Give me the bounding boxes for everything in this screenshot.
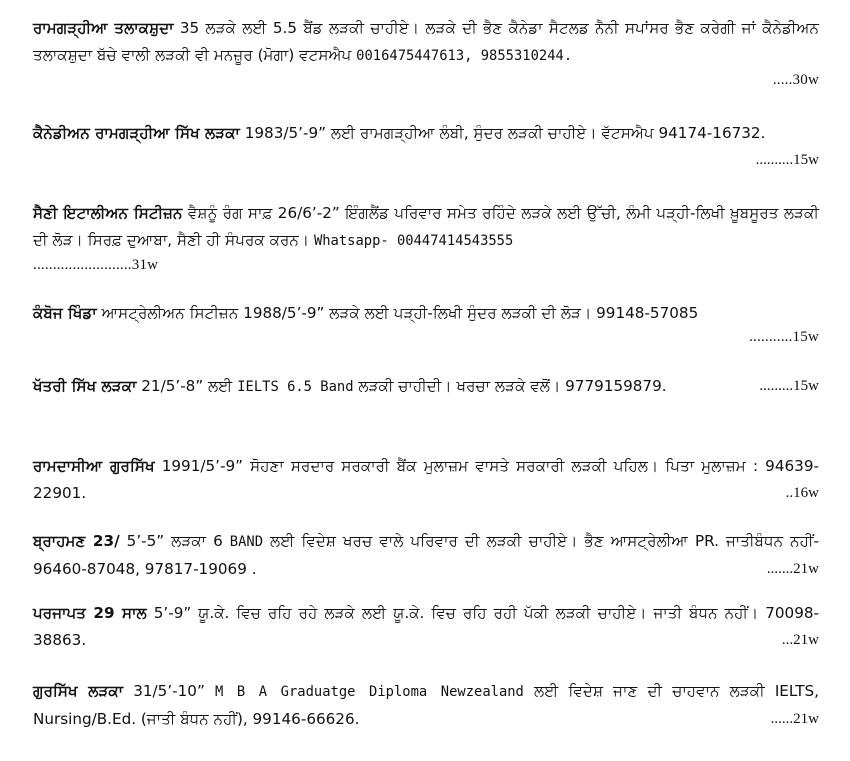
ad-body: ਆਸਟ੍ਰੇਲੀਅਨ ਸਿਟੀਜ਼ਨ 1988/5’-9” ਲੜਕੇ ਲਈ ਪੜ੍ਹੀ-ਲਿਖੀ ਸੁੰਦਰ ਲੜਕੀ ਦੀ ਲੋੜ। [96, 304, 597, 322]
word-count: .....30w [772, 72, 819, 88]
ad-body-continued: ਲੜਕੀ ਚਾਹੀਦੀ। ਖਰਚਾ ਲੜਕੇ ਵਲੋਂ। 9779159879. [353, 377, 667, 395]
word-count: ...........15w [749, 329, 819, 345]
word-count: ......21w [770, 711, 819, 727]
ad-body: 1983/5’-9” ਲਈ ਰਾਮਗੜ੍ਹੀਆ ਲੰਬੀ, ਸੁੰਦਰ ਲੜਕੀ ਚਾਹੀਏ। ਵੱਟਸਐਪ [239, 124, 659, 142]
ad-heading: ਪਰਜਾਪਤ 29 ਸਾਲ [33, 604, 147, 622]
ad-contact: : 94639-22901. [33, 457, 819, 502]
ad-contact: M B A Graduatge Diploma Newzealand [214, 684, 524, 700]
ad-body: ਵੈਸ਼ਨੂੰ ਰੰਗ ਸਾਫ਼ 26/6’-2” ਇੰਗਲੈਂਡ ਪਰਿਵਾਰ ਸਮੇਤ ਰਹਿੰਦੇ ਲੜਕੇ ਲਈ ਉੱਚੀ, ਲੰਮੀ ਪੜ੍ਹੀ-ਲਿਖੀ ਖ਼ੂਬਸੂਰਤ ਲੜਕੀ ਦੀ ਲੋੜ। ਸਿਰਫ਼ ਦੁਆਬਾ, ਸੈਣੀ ਹੀ ਸੰਪਰਕ ਕਰਨ। [33, 204, 819, 249]
ad-heading: ਗੁਰਸਿੱਖ ਲੜਕਾ [33, 682, 124, 700]
ad-heading: ਸੈਣੀ ਇਟਾਲੀਅਨ ਸਿਟੀਜ਼ਨ [33, 204, 183, 222]
ad-canadian-ramgarhia-sikh [33, 120, 819, 174]
ad-text [33, 300, 819, 327]
word-count: ..........15w [755, 152, 819, 168]
ad-text [33, 600, 819, 654]
ad-text [33, 373, 819, 401]
ad-heading: ਕੈਨੇਡੀਅਨ ਰਾਮਗੜ੍ਹੀਆ ਸਿੱਖ ਲੜਕਾ [33, 124, 240, 142]
ad-kamboj-khinda [33, 300, 819, 347]
word-count: .......21w [766, 561, 819, 577]
ad-heading: ਬ੍ਰਾਹਮਣ 23/ [33, 532, 120, 550]
ad-body: 35 ਲੜਕੇ ਲਈ 5.5 ਬੈਂਡ ਲੜਕੀ ਚਾਹੀਏ। ਲੜਕੇ ਦੀ ਭੈਣ ਕੈਨੇਡਾ ਸੈਟਲਡ ਨੈਨੀ ਸਪਾਂਸਰ ਭੈਣ ਕਰੇਗੀ ਜਾਂ ਕੈਨੇਡੀਅਨ ਤਲਾਕਸ਼ੁਦਾ ਬੱਚੇ ਵਾਲੀ ਲੜਕੀ ਵੀ ਮਨਜ਼ੂਰ (ਮੋਗਾ) ਵਟਸਐਪ [33, 19, 819, 64]
ad-brahmin [33, 528, 819, 583]
word-count: ..16w [785, 485, 819, 501]
ad-body: 31/5’-10” [123, 682, 215, 700]
ad-text [33, 15, 819, 70]
ad-body-continued: ਲਈ ਵਿਦੇਸ਼ ਖਰਚ ਵਾਲੇ ਪਰਿਵਾਰ ਦੀ ਲੜਕੀ ਚਾਹੀਏ। ਭੈਣ ਆਸਟ੍ਰੇਲੀਆ PR. ਜਾਤੀਬੰਧਨ ਨਹੀਂ- 96460-87048, 97817-19069 . [33, 532, 819, 578]
word-count: .........................31w [33, 257, 159, 273]
ad-contact: 70098-38863. [33, 604, 819, 649]
ad-contact: IELTS 6.5 Band [237, 379, 354, 395]
ad-ramgarhia-divorcee [33, 15, 819, 90]
ad-contact: Whatsapp- 00447414543555 [313, 233, 514, 249]
ad-text [33, 453, 819, 507]
ad-contact: 0016475447613, 9855310244. [356, 48, 573, 64]
ad-contact: BAND [229, 534, 264, 550]
ad-ramdasia-gursikh [33, 453, 819, 507]
ad-parjapat [33, 600, 819, 654]
ad-body-continued: ਲਈ ਵਿਦੇਸ਼ ਜਾਣ ਦੀ ਚਾਹਵਾਨ ਲੜਕੀ IELTS, Nursing/B.Ed. (ਜਾਤੀ ਬੰਧਨ ਨਹੀਂ), 99146-66626. [33, 682, 820, 728]
word-count: .........15w [759, 378, 819, 394]
ad-body: 5’-9” ਯੂ.ਕੇ. ਵਿਚ ਰਹਿ ਰਹੇ ਲੜਕੇ ਲਈ ਯੂ.ਕੇ. ਵਿਚ ਰਹਿ ਰਹੀ ਪੱਕੀ ਲੜਕੀ ਚਾਹੀਏ। ਜਾਤੀ ਬੰਧਨ ਨਹੀਂ। [146, 604, 766, 622]
ad-gursikh-boy [33, 678, 819, 733]
ad-body: 21/5’-8” ਲਈ [136, 377, 238, 395]
word-count: ...21w [781, 632, 819, 648]
ad-text [33, 528, 819, 583]
ad-body: 1991/5’-9” ਸੋਹਣਾ ਸਰਦਾਰ ਸਰਕਾਰੀ ਬੈਂਕ ਮੁਲਾਜ਼ਮ ਵਾਸਤੇ ਸਰਕਾਰੀ ਲੜਕੀ ਪਹਿਲ। ਪਿਤਾ ਮੁਲਾਜ਼ਮ [154, 457, 753, 475]
ad-heading: ਰਾਮਦਾਸੀਆ ਗੁਰਸਿੱਖ [33, 457, 155, 475]
ad-khatri-sikh [33, 373, 819, 401]
ad-heading: ਰਾਮਗੜ੍ਹੀਆ ਤਲਾਕਸ਼ੁਦਾ [33, 19, 174, 37]
ad-contact: 94174-16732. [658, 124, 766, 142]
ad-heading: ਖੱਤਰੀ ਸਿੱਖ ਲੜਕਾ [33, 377, 137, 395]
ad-text [33, 678, 819, 733]
ad-heading: ਕੰਬੋਜ ਖਿੰਡਾ [33, 304, 97, 322]
ad-body: 5’-5” ਲੜਕਾ 6 [119, 532, 230, 550]
ad-saini-italian-citizen [33, 200, 819, 275]
ad-contact: 99148-57085 [596, 304, 699, 322]
ad-text [33, 120, 819, 168]
ad-text [33, 200, 819, 255]
